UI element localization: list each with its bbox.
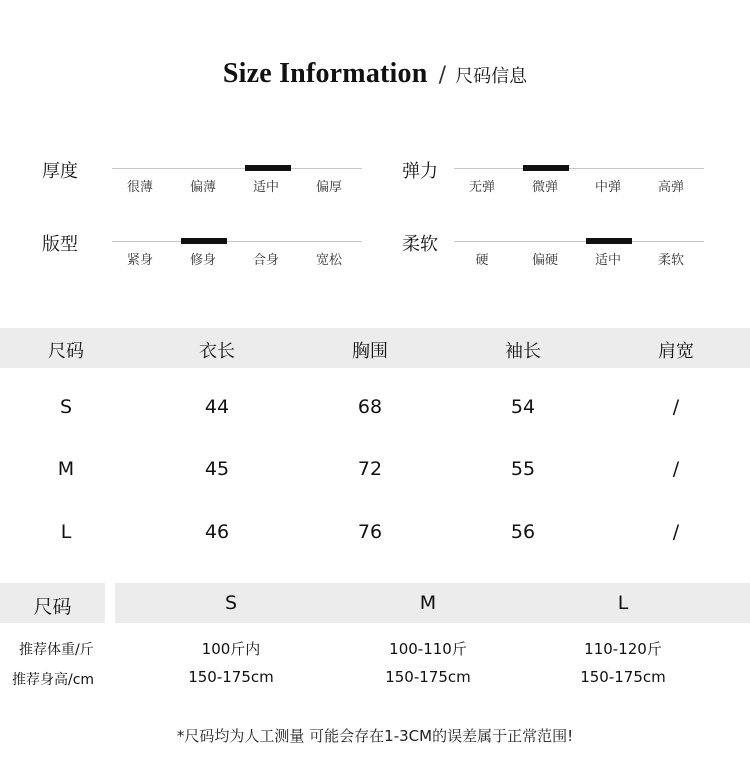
scale-option: 偏厚 — [315, 180, 342, 195]
scale-line — [112, 241, 362, 242]
column-header: 肩宽 — [658, 341, 694, 362]
attribute-label: 厚度 — [42, 161, 78, 182]
table-cell: 100-110斤 — [389, 640, 467, 658]
scale-line — [454, 241, 704, 242]
selected-marker — [181, 238, 227, 244]
table-cell: / — [672, 396, 680, 418]
scale-option: 适中 — [594, 253, 621, 268]
recommend-size-header: S — [224, 592, 238, 614]
attribute-elasticity — [402, 157, 732, 213]
scale-option: 微弹 — [531, 180, 558, 195]
scale-option: 高弹 — [657, 180, 684, 195]
page-title — [0, 58, 750, 90]
table-cell: 46 — [204, 521, 230, 543]
scale-option: 很薄 — [126, 180, 153, 195]
table-cell: 44 — [204, 396, 230, 418]
recommend-size-header: M — [419, 592, 437, 614]
table-cell: M — [57, 458, 75, 480]
selected-marker — [523, 165, 569, 171]
attribute-softness — [402, 230, 732, 286]
scale-option: 中弹 — [594, 180, 621, 195]
table-cell: 45 — [204, 458, 230, 480]
table-cell: 150-175cm — [188, 668, 274, 686]
table-cell: / — [672, 458, 680, 480]
column-header: 衣长 — [199, 341, 235, 362]
recommend-size-header: L — [617, 592, 629, 614]
row-label: 推荐身高/cm — [12, 672, 95, 688]
attribute-label: 弹力 — [402, 161, 438, 182]
attribute-label: 版型 — [42, 234, 78, 255]
table-cell: 110-120斤 — [584, 640, 662, 658]
table-cell: S — [59, 396, 73, 418]
attribute-label: 柔软 — [402, 234, 438, 255]
scale-option: 无弹 — [468, 180, 495, 195]
table-cell: 68 — [357, 396, 383, 418]
scale-line — [112, 168, 362, 169]
title-chinese: 尺码信息 — [455, 66, 528, 87]
recommend-header-label: 尺码 — [33, 596, 72, 618]
table-cell: 54 — [510, 396, 536, 418]
scale-option: 紧身 — [126, 253, 153, 268]
title-english: Size Information — [222, 58, 428, 89]
scale-option: 偏硬 — [531, 253, 558, 268]
table-cell: 150-175cm — [385, 668, 471, 686]
scale-option: 偏薄 — [189, 180, 216, 195]
scale-option: 宽松 — [315, 253, 342, 268]
table-cell: L — [60, 521, 72, 543]
selected-marker — [245, 165, 291, 171]
scale-option: 柔软 — [657, 253, 684, 268]
column-header: 胸围 — [352, 341, 388, 362]
column-header: 袖长 — [505, 341, 541, 362]
attribute-fit — [42, 230, 372, 286]
scale-option: 硬 — [475, 253, 489, 268]
attribute-thickness — [42, 157, 372, 213]
table-cell: 56 — [510, 521, 536, 543]
table-cell: 72 — [357, 458, 383, 480]
title-separator: / — [438, 63, 447, 88]
table-cell: 76 — [357, 521, 383, 543]
selected-marker — [586, 238, 632, 244]
measurement-note: *尺码均为人工测量 可能会存在1-3CM的误差属于正常范围! — [176, 727, 574, 745]
column-header: 尺码 — [48, 341, 84, 362]
table-cell: 55 — [510, 458, 536, 480]
row-label: 推荐体重/斤 — [19, 642, 94, 658]
table-cell: 150-175cm — [580, 668, 666, 686]
scale-option: 修身 — [189, 253, 216, 268]
scale-option: 适中 — [252, 180, 279, 195]
scale-line — [454, 168, 704, 169]
scale-option: 合身 — [252, 253, 279, 268]
table-cell: 100斤内 — [201, 640, 261, 658]
table-cell: / — [672, 521, 680, 543]
